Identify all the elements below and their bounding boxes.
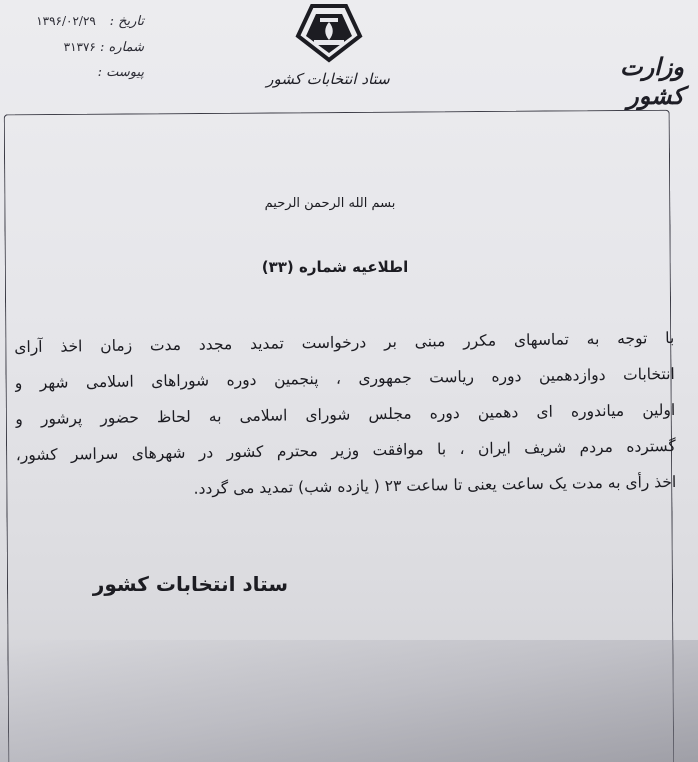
body-line: گسترده مردم شریف ایران ، با موافقت وزیر محترم کشور در شهرهای سراسر کشور، [15, 436, 676, 465]
letter-meta [14, 8, 144, 86]
attachment-label: پیوست : [97, 65, 144, 80]
basmala: بسم الله الرحمن الرحیم [264, 196, 396, 211]
ballot-box-emblem-icon [290, 2, 368, 64]
signature: ستاد انتخابات کشور [92, 572, 288, 596]
body-line: با توجه به تماسهای مکرر مبنی بر درخواست تمدید مجدد مدت زمان اخذ آرای [14, 328, 675, 357]
date-label: تاریخ : [109, 14, 144, 29]
body-line: انتخابات دوازدهمین دوره ریاست جمهوری ، پنجمین دوره شوراهای اسلامی شهر و [14, 364, 675, 393]
number-value: ۳۱۳۷۶ [63, 40, 96, 54]
announcement-title: اطلاعیه شماره (۳۳) [261, 258, 409, 276]
date-value: ۱۳۹۶/۰۲/۲۹ [36, 14, 96, 28]
number-label: شماره : [100, 40, 144, 55]
attachment-row [14, 60, 144, 86]
announcement-body [14, 320, 676, 509]
ministry-name: وزارت کشور [619, 52, 684, 110]
organization-name: ستاد انتخابات کشور [266, 70, 390, 88]
body-line: اولین میاندوره ای دهمین دوره مجلس شورای اسلامی به لحاظ حضور پرشور و [15, 400, 676, 429]
number-row [14, 34, 144, 60]
date-row [14, 8, 144, 34]
body-line: اخذ رأی به مدت یک ساعت یعنی تا ساعت ۲۳ ( یازده شب) تمدید می گردد. [193, 472, 677, 498]
